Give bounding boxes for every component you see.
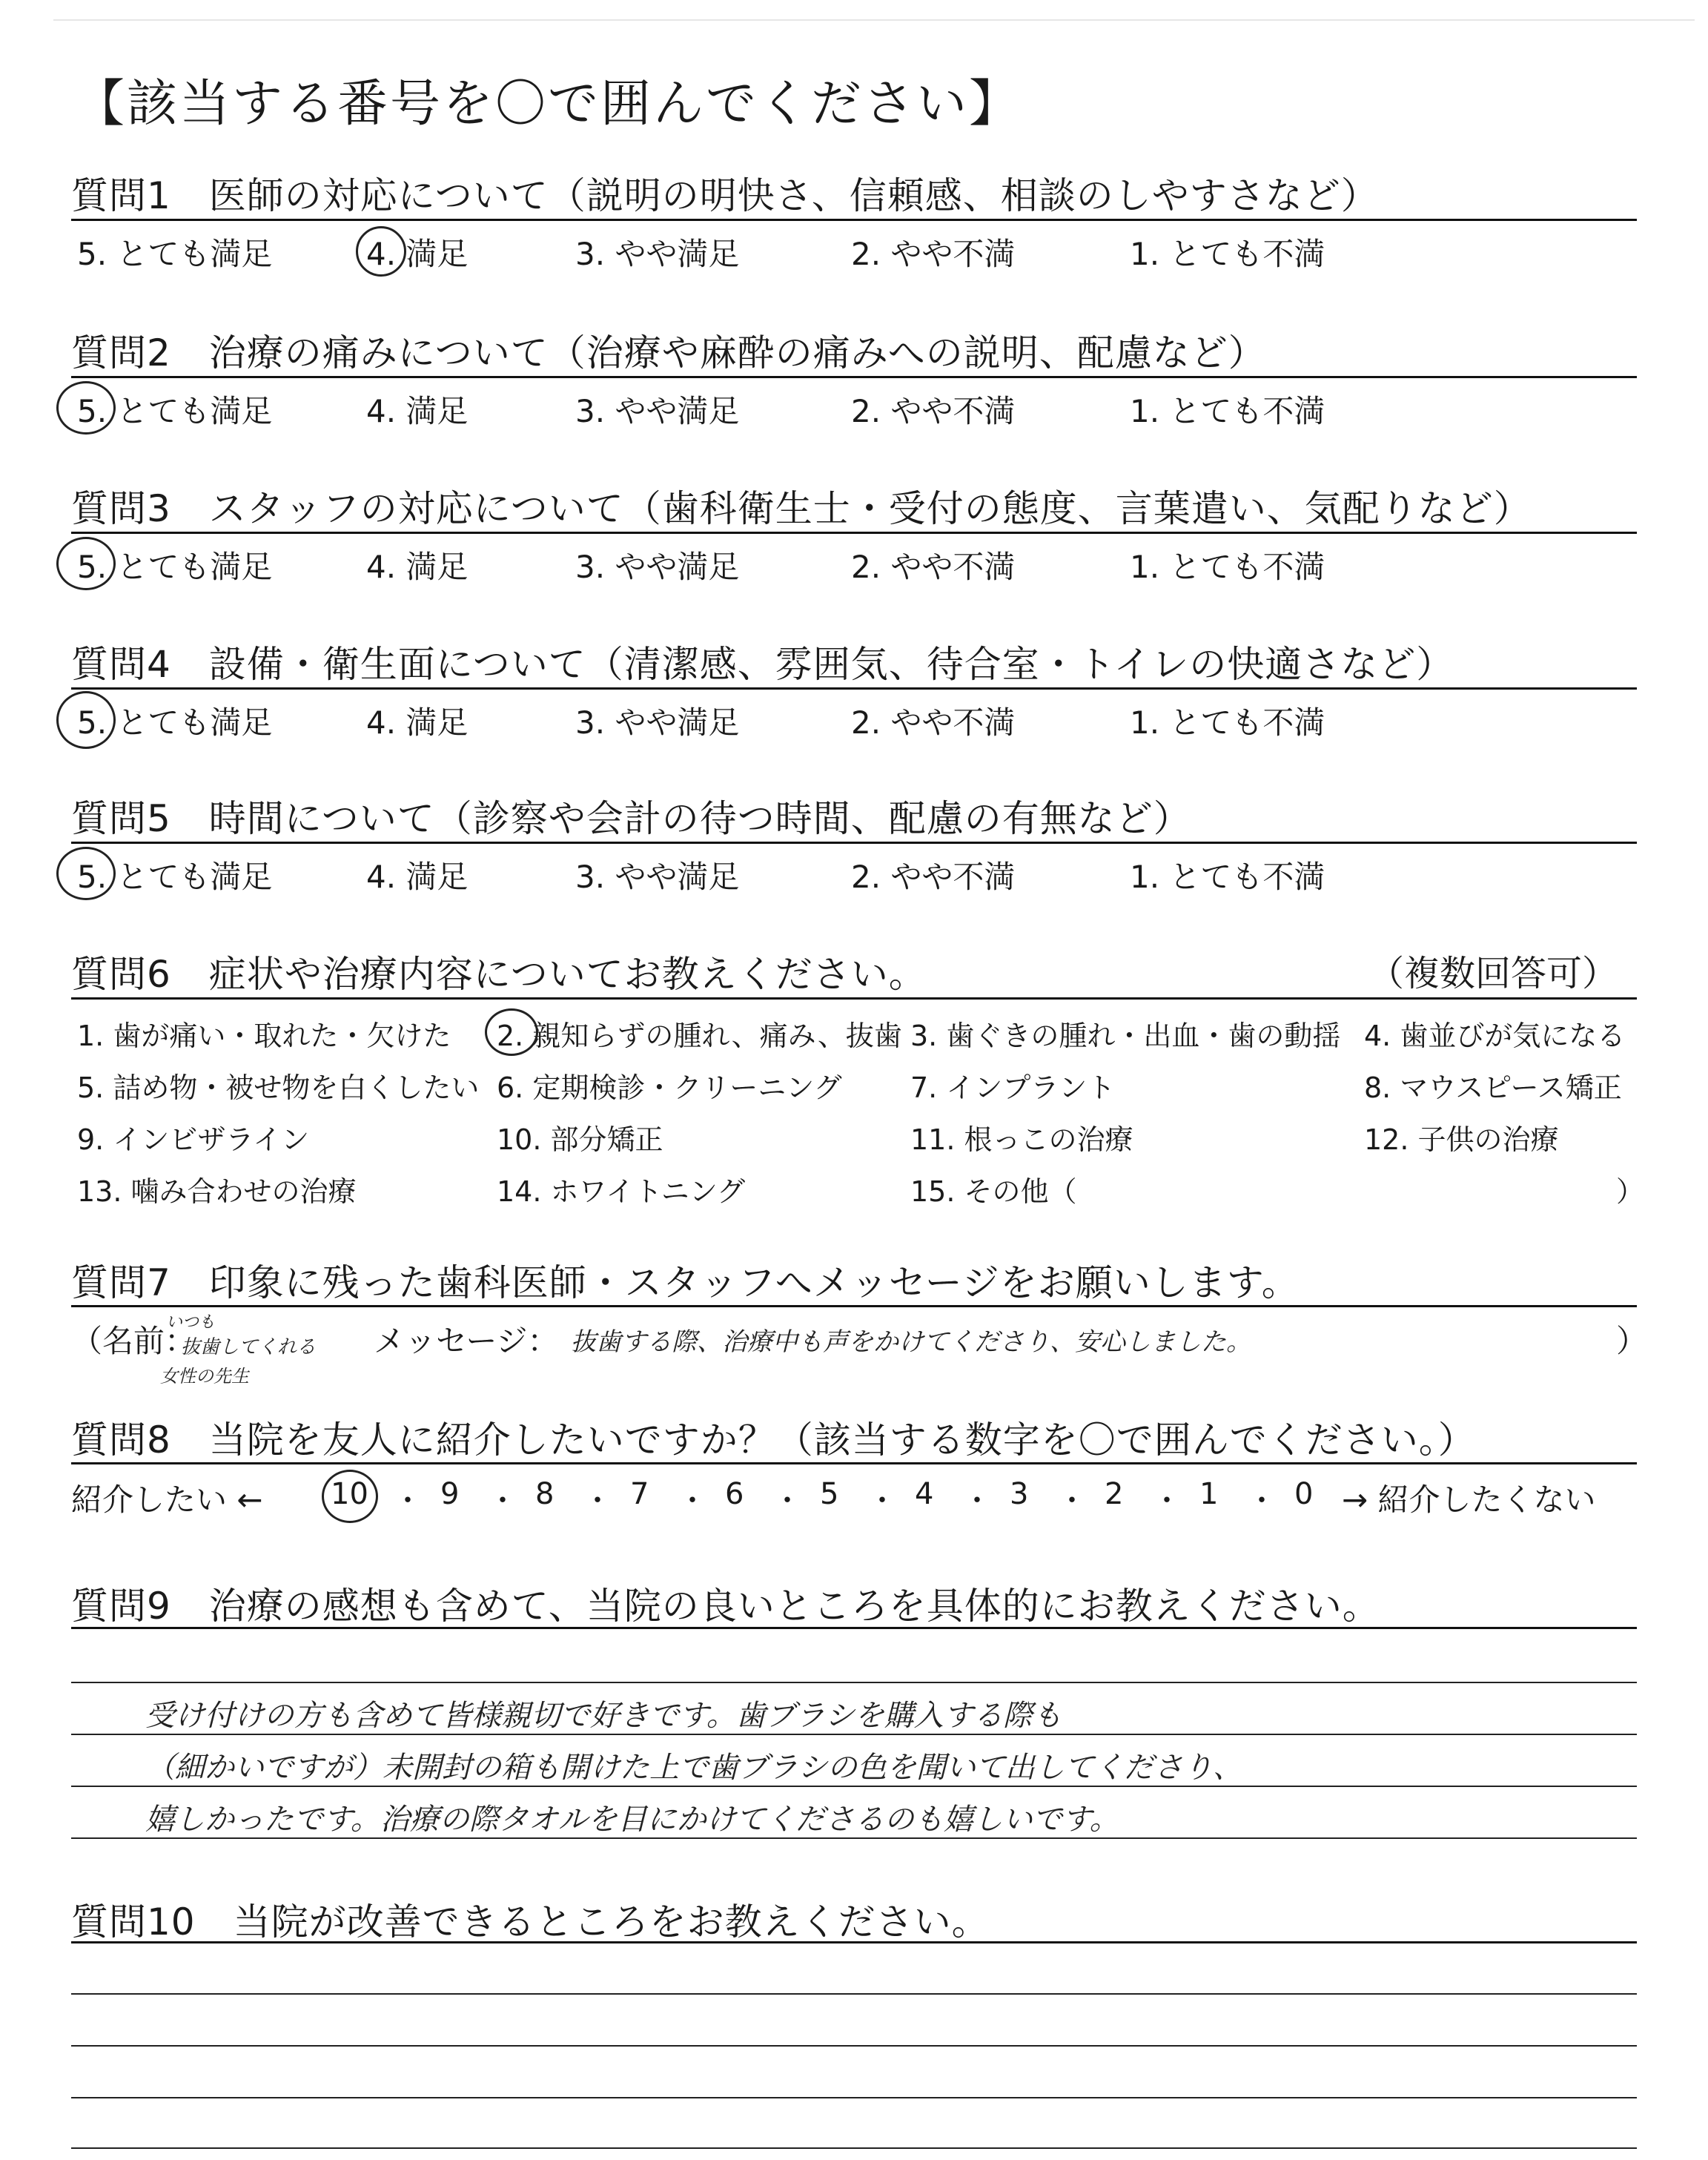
question-6-note: （複数回答可）	[1368, 953, 1618, 994]
question-1-rule	[71, 219, 1637, 221]
q6-option-9[interactable]: 9. インビザライン	[77, 1123, 310, 1156]
q1-option-5[interactable]: 5. とても満足	[77, 236, 273, 272]
q6-option-3[interactable]: 3. 歯ぐきの腫れ・出血・歯の動揺	[910, 1020, 1341, 1052]
q6-option-13[interactable]: 13. 噛み合わせの治療	[77, 1175, 357, 1208]
q6-option-4[interactable]: 4. 歯並びが気になる	[1364, 1020, 1626, 1052]
q10-answer-line	[71, 2097, 1637, 2098]
q1-option-3[interactable]: 3. やや満足	[575, 236, 740, 272]
hand-drawn-circle-q5	[56, 847, 116, 900]
q9-handwriting-line-1: 受け付けの方も含めて皆様親切で好きです。歯ブラシを購入する際も	[145, 1699, 1062, 1733]
q4-option-5[interactable]: 5. とても満足	[77, 704, 273, 741]
question-2-title: 質問2 治療の痛みについて（治療や麻酔の痛みへの説明、配慮など）	[71, 331, 1266, 374]
q3-option-4[interactable]: 4. 満足	[366, 549, 469, 585]
hand-drawn-circle-q2	[56, 381, 116, 435]
q1-option-2[interactable]: 2. やや不満	[851, 236, 1016, 272]
q8-scale-dot: ・	[1247, 1484, 1277, 1518]
question-6-title: 質問6 症状や治療内容についてお教えください。	[71, 953, 927, 996]
q8-scale-6[interactable]: 6	[725, 1477, 744, 1511]
q8-scale-5[interactable]: 5	[820, 1477, 839, 1511]
q6-other-close-paren: ）	[1616, 1175, 1645, 1208]
q2-option-4[interactable]: 4. 満足	[366, 393, 469, 429]
q1-option-4[interactable]: 4. 満足	[366, 236, 469, 272]
q6-option-7[interactable]: 7. インプラント	[910, 1071, 1116, 1104]
q8-scale-9[interactable]: 9	[440, 1477, 460, 1511]
question-10-rule	[71, 1941, 1637, 1943]
hand-drawn-circle-q1	[356, 226, 406, 277]
q8-scale-dot: ・	[393, 1484, 423, 1518]
q8-scale-dot: ・	[962, 1484, 992, 1518]
q9-answer-line	[71, 1682, 1637, 1683]
hand-drawn-circle-q4	[56, 691, 116, 749]
q2-option-2[interactable]: 2. やや不満	[851, 393, 1016, 429]
question-9-rule	[71, 1627, 1637, 1629]
q10-answer-line	[71, 2147, 1637, 2149]
q3-option-1[interactable]: 1. とても不満	[1130, 549, 1325, 585]
q6-option-6[interactable]: 6. 定期検診・クリーニング	[497, 1071, 842, 1104]
q7-message-handwriting: 抜歯する際、治療中も声をかけてくださり、安心しました。	[571, 1327, 1251, 1357]
page-top-edge	[53, 19, 1695, 21]
q6-option-2[interactable]: 2. 親知らずの腫れ、痛み、抜歯	[497, 1020, 902, 1052]
q1-option-1[interactable]: 1. とても不満	[1130, 236, 1325, 272]
q6-option-12[interactable]: 12. 子供の治療	[1364, 1123, 1559, 1156]
q3-option-3[interactable]: 3. やや満足	[575, 549, 740, 585]
question-1-title: 質問1 医師の対応について（説明の明快さ、信頼感、相談のしやすさなど）	[71, 174, 1379, 217]
q8-scale-dot: ・	[488, 1484, 517, 1518]
q7-name-handwriting-3: 女性の先生	[160, 1366, 249, 1387]
q7-close-paren: ）	[1616, 1323, 1648, 1359]
q6-option-8[interactable]: 8. マウスピース矯正	[1364, 1071, 1622, 1104]
q2-option-3[interactable]: 3. やや満足	[575, 393, 740, 429]
q2-option-5[interactable]: 5. とても満足	[77, 393, 273, 429]
q8-scale-1[interactable]: 1	[1199, 1477, 1219, 1511]
q5-option-5[interactable]: 5. とても満足	[77, 859, 273, 895]
question-3-rule	[71, 532, 1637, 534]
q8-scale-dot: ・	[867, 1484, 897, 1518]
q6-option-10[interactable]: 10. 部分矯正	[497, 1123, 663, 1156]
q8-scale-dot: ・	[1152, 1484, 1182, 1518]
hand-drawn-circle-q6	[485, 1008, 538, 1056]
question-8-title: 質問8 当院を友人に紹介したいですか？（該当する数字を〇で囲んでください。）	[71, 1418, 1476, 1462]
q8-scale-4[interactable]: 4	[915, 1477, 934, 1511]
q8-scale-0[interactable]: 0	[1294, 1477, 1314, 1511]
q8-scale-dot: ・	[583, 1484, 612, 1518]
q10-answer-line	[71, 2045, 1637, 2047]
q9-handwriting-line-2: （細かいですが）未開封の箱も開けた上で歯ブラシの色を聞いて出してくださり、	[145, 1751, 1242, 1785]
q8-scale-dot: ・	[678, 1484, 707, 1518]
question-3-title: 質問3 スタッフの対応について（歯科衛生士・受付の態度、言葉遣い、気配りなど）	[71, 487, 1532, 530]
hand-drawn-circle-q3	[56, 537, 116, 590]
question-7-rule	[71, 1305, 1637, 1307]
page-header: 【該当する番号を〇で囲んでください】	[74, 75, 1022, 133]
q5-option-1[interactable]: 1. とても不満	[1130, 859, 1325, 895]
q8-scale-dot: ・	[1057, 1484, 1087, 1518]
question-5-rule	[71, 842, 1637, 844]
q8-scale-10[interactable]: 10	[331, 1477, 368, 1511]
q7-name-label: （名前：	[71, 1323, 196, 1359]
q8-scale-8[interactable]: 8	[535, 1477, 555, 1511]
q8-scale-3[interactable]: 3	[1010, 1477, 1029, 1511]
question-10-title: 質問10 当院が改善できるところをお教えください。	[71, 1900, 990, 1943]
q6-option-1[interactable]: 1. 歯が痛い・取れた・欠けた	[77, 1020, 451, 1052]
question-7-title: 質問7 印象に残った歯科医師・スタッフへメッセージをお願いします。	[71, 1261, 1300, 1304]
q8-scale-dot: ・	[772, 1484, 802, 1518]
question-6-rule	[71, 997, 1637, 1000]
q7-message-label: メッセージ：	[374, 1323, 559, 1359]
question-4-rule	[71, 687, 1637, 690]
q5-option-4[interactable]: 4. 満足	[366, 859, 469, 895]
q5-option-2[interactable]: 2. やや不満	[851, 859, 1016, 895]
q10-answer-line	[71, 1993, 1637, 1995]
question-8-rule	[71, 1462, 1637, 1464]
q4-option-2[interactable]: 2. やや不満	[851, 704, 1016, 741]
q8-scale-7[interactable]: 7	[630, 1477, 649, 1511]
q4-option-4[interactable]: 4. 満足	[366, 704, 469, 741]
hand-drawn-circle-q8	[322, 1470, 378, 1523]
q3-option-5[interactable]: 5. とても満足	[77, 549, 273, 585]
question-5-title: 質問5 時間について（診察や会計の待つ時間、配慮の有無など）	[71, 797, 1191, 840]
q6-option-15[interactable]: 15. その他（	[910, 1175, 1077, 1208]
q7-name-handwriting-1: いつも	[166, 1313, 216, 1332]
question-9-title: 質問9 治療の感想も含めて、当院の良いところを具体的にお教えください。	[71, 1585, 1380, 1628]
q7-name-handwriting-2: 抜歯してくれる	[181, 1336, 317, 1358]
q8-right-label: → 紹介したくない	[1342, 1482, 1596, 1518]
q8-left-label: 紹介したい ←	[71, 1482, 263, 1518]
q8-scale-2[interactable]: 2	[1105, 1477, 1124, 1511]
q6-option-11[interactable]: 11. 根っこの治療	[910, 1123, 1133, 1156]
q4-option-3[interactable]: 3. やや満足	[575, 704, 740, 741]
q5-option-3[interactable]: 3. やや満足	[575, 859, 740, 895]
question-4-title: 質問4 設備・衛生面について（清潔感、雰囲気、待合室・トイレの快適さなど）	[71, 643, 1454, 686]
q6-option-5[interactable]: 5. 詰め物・被せ物を白くしたい	[77, 1071, 480, 1104]
q6-option-14[interactable]: 14. ホワイトニング	[497, 1175, 746, 1208]
q4-option-1[interactable]: 1. とても不満	[1130, 704, 1325, 741]
q2-option-1[interactable]: 1. とても不満	[1130, 393, 1325, 429]
q9-handwriting-line-3: 嬉しかったです。治療の際タオルを目にかけてくださるのも嬉しいです。	[145, 1803, 1119, 1837]
question-2-rule	[71, 376, 1637, 378]
q3-option-2[interactable]: 2. やや不満	[851, 549, 1016, 585]
